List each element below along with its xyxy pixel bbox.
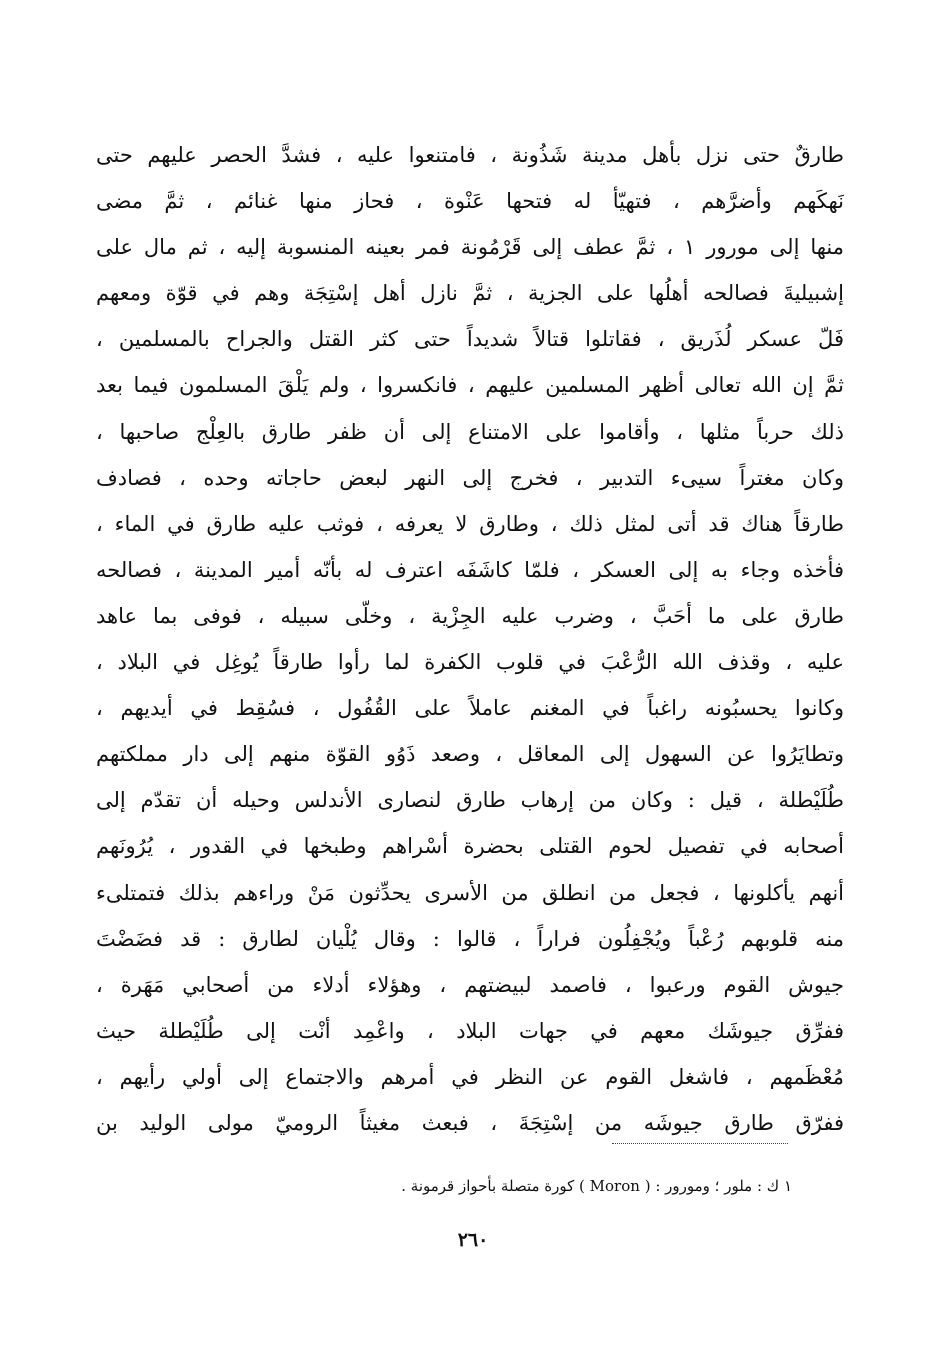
text-line: طُلَيْطلة ، قيل : وكان من إرهاب طارق لنصارى الأندلس وحيله أن تقدّم إلى bbox=[96, 788, 844, 813]
footnote-separator bbox=[612, 1143, 788, 1144]
text-line: فأخذه وجاء به إلى العسكر ، فلمّا كاشَفَه اعترف له بأنّه أمير المدينة ، فصالحه bbox=[96, 557, 844, 582]
text-line: طارقاً هناك قد أتى لمثل ذلك ، وطارق لا يعرفه ، فوثب عليه طارق في الماء ، bbox=[96, 511, 844, 536]
text-line: وتطايَرُوا عن السهول إلى المعاقل ، وصعد ذَوُو القوّة منهم إلى دار مملكتهم bbox=[96, 742, 844, 767]
main-text-block bbox=[96, 132, 844, 1146]
text-line: ذلك حرباً مثلها ، وأقاموا على الامتناع إلى أن ظفر طارق بالعِلْج صاحبها ، bbox=[96, 419, 844, 444]
text-line: مُعْظَمهم ، فاشغل القوم عن النظر في أمرهم والاجتماع إلى أولي رأيهم ، bbox=[96, 1064, 844, 1089]
text-line: نَهكَهم وأضرَّهم ، فتهيّأ له فتحها عَنْوة ، فحاز منها غنائم ، ثمَّ مضى bbox=[96, 189, 844, 214]
text-line: أصحابه في تفصيل لحوم القتلى بحضرة أسْراهم وطبخها في القدور ، يُرُونَهم bbox=[96, 834, 844, 859]
text-line: عليه ، وقذف الله الرُّعْبَ في قلوب الكفرة لما رأوا طارقاً يُوغِل في البلاد ، bbox=[96, 650, 844, 675]
text-line: إشبيليةَ فصالحه أهلُها على الجزية ، ثمَّ نازل أهل إسْتِجَة وهم في قوّة ومعهم bbox=[96, 281, 844, 306]
text-line: وكان مغتراً سيىء التدبير ، فخرج إلى النهر لبعض حاجاته وحده ، فصادف bbox=[96, 465, 844, 490]
text-line: طارق على ما أحَبَّ ، وضرب عليه الجِزْية ، وخلّى سبيله ، فوفى بما عاهد bbox=[96, 603, 844, 628]
text-line: ثمَّ إن الله تعالى أظهر المسلمين عليهم ، فانكسروا ، ولم يَلْقَ المسلمون فيما بعد bbox=[96, 373, 844, 398]
text-line: ففرّق طارق جيوشَه من إسْتِجَةَ ، فبعث مغيثاً الروميّ مولى الوليد بن bbox=[96, 1110, 844, 1135]
text-line: فَلّ عسكر لُذَريق ، فقاتلوا قتالاً شديداً حتى كثر القتل والجراح بالمسلمين ، bbox=[96, 327, 844, 352]
page-number: ٢٦٠ bbox=[457, 1229, 489, 1251]
text-line: منها إلى مورور ١ ، ثمَّ عطف إلى قَرْمُونة فمر بعينه المنسوبة إليه ، ثم مال على bbox=[96, 235, 844, 260]
text-line: منه قلوبهم رُعْباً ويُجْفِلُون فراراً ، قالوا : وقال يُلْيان لطارق : قد فضَضْتَ bbox=[96, 926, 844, 951]
text-line: أنهم يأكلونها ، فجعل من انطلق من الأسرى يحدِّثون مَنْ وراءهم بذلك فتمتلىء bbox=[96, 880, 844, 905]
text-line: جيوش القوم ورعبوا ، فاصمد لبيضتهم ، وهؤلاء أدلاء من أصحابي مَهَرة ، bbox=[96, 972, 844, 997]
text-line: طارقٌ حتى نزل بأهل مدينة شَذُونة ، فامتنعوا عليه ، فشدَّ الحصر عليهم حتى bbox=[96, 143, 844, 167]
footnote: ١ ك : ملور ؛ ومورور : ( Moron ) كورة متصلة بأحواز قرمونة . bbox=[401, 1177, 792, 1195]
text-line: ففرِّق جيوشَك معهم في جهات البلاد ، واعْمِد أنْت إلى طُلَيْطلة حيث bbox=[96, 1018, 844, 1043]
text-line: وكانوا يحسبُونه راغباً في المغنم عاملاً على القُفُول ، فسُقِط في أيديهم ، bbox=[96, 696, 844, 721]
